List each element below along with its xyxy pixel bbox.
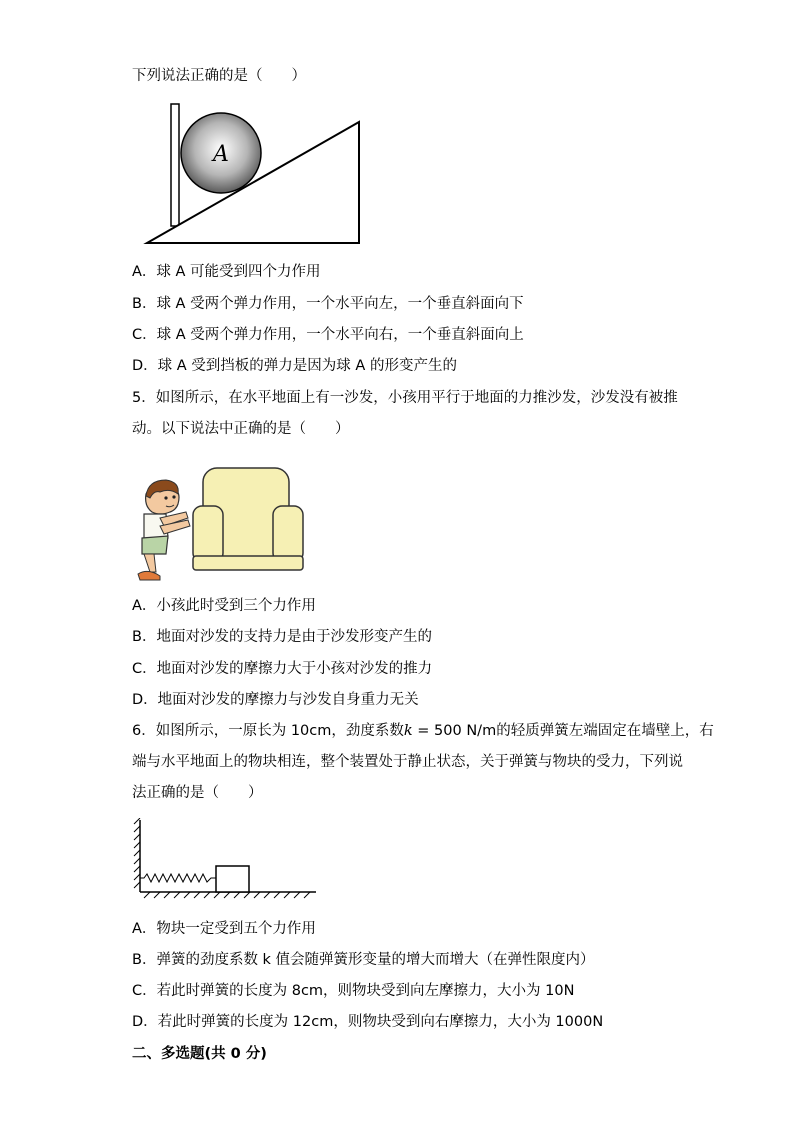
k-symbol: k [403, 723, 413, 739]
q5-option-c: C．地面对沙发的摩擦力大于小孩对沙发的推力 [132, 661, 433, 677]
q6-option-d: D．若此时弹簧的长度为 12cm，则物块受到向右摩擦力，大小为 1000N [132, 1014, 604, 1030]
q6-option-a: A．物块一定受到五个力作用 [132, 921, 316, 937]
q6-stem-line2: 端与水平地面上的物块相连，整个装置处于静止状态，关于弹簧与物块的受力，下列说 [132, 754, 683, 770]
ball-label: A [213, 142, 229, 167]
spring-block-figure [130, 818, 320, 903]
q6-option-c: C．若此时弹簧的长度为 8cm，则物块受到向左摩擦力，大小为 10N [132, 983, 575, 999]
block [216, 866, 249, 892]
q6-option-b: B．弹簧的劲度系数 k 值会随弹簧形变量的增大而增大（在弹性限度内） [132, 952, 595, 968]
q6-stem-line1-post: 的轻质弹簧左端固定在墙壁上，右 [496, 723, 714, 739]
spring [140, 874, 216, 882]
q6-stem-line1 [132, 721, 714, 741]
q6-stem-line3: 法正确的是（ ） [132, 785, 263, 801]
child [138, 480, 190, 580]
q5-stem-line1: 5．如图所示，在水平地面上有一沙发，小孩用平行于地面的力推沙发，沙发没有被推 [132, 390, 678, 406]
wall-hatch [134, 818, 140, 888]
q6-stem-line1-pre: 6．如图所示，一原长为 10cm，劲度系数 [132, 723, 404, 739]
q4-option-d: D．球 A 受到挡板的弹力是因为球 A 的形变产生的 [132, 358, 457, 374]
k-value: = 500 N/m [412, 723, 497, 739]
q5-stem-line2: 动。以下说法中正确的是（ ） [132, 421, 350, 437]
q4-option-a: A．球 A 可能受到四个力作用 [132, 264, 321, 280]
q4-option-c: C．球 A 受两个弹力作用，一个水平向右，一个垂直斜面向上 [132, 327, 524, 343]
ball-on-incline-figure [140, 100, 370, 250]
q4-stem: 下列说法正确的是（ ） [132, 68, 306, 84]
q4-option-b: B．球 A 受两个弹力作用，一个水平向左，一个垂直斜面向下 [132, 296, 524, 312]
section2-title: 二、多选题(共 0 分) [132, 1046, 267, 1062]
ground-hatch [144, 892, 310, 898]
child-pushing-sofa-figure [130, 450, 310, 585]
q5-option-b: B．地面对沙发的支持力是由于沙发形变产生的 [132, 629, 432, 645]
q5-option-d: D．地面对沙发的摩擦力与沙发自身重力无关 [132, 692, 419, 708]
baffle-board [171, 104, 179, 226]
q5-option-a: A．小孩此时受到三个力作用 [132, 598, 316, 614]
sofa [193, 468, 303, 570]
